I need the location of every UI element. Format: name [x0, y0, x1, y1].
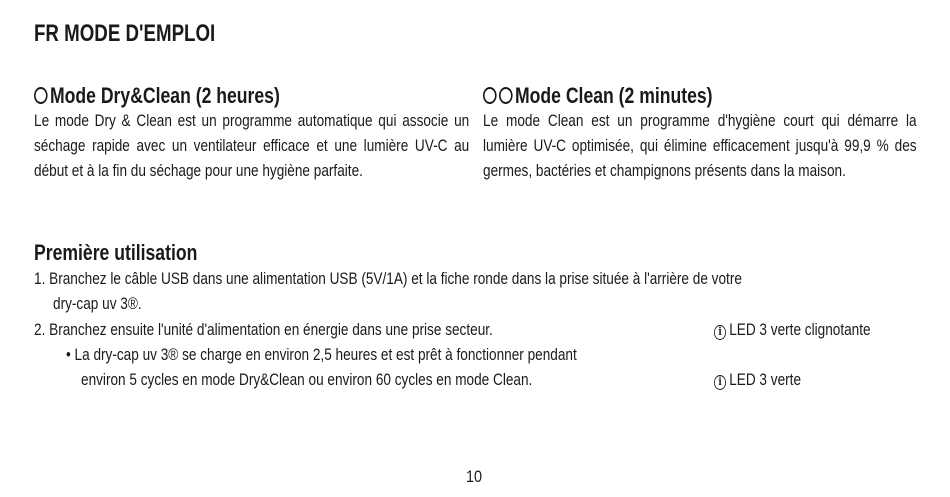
first-use-heading: Première utilisation: [34, 240, 198, 265]
dry-clean-description-block: [34, 108, 469, 183]
bullet-line-1: • La dry-cap uv 3® se charge en environ 2,5 heures et est prêt à fonctionner pendant: [66, 345, 577, 364]
clean-heading-text: Mode Clean (2 minutes): [515, 83, 713, 108]
dry-clean-description: Le mode Dry & Clean est un programme automatique qui associe un séchage rapide avec un ventilateur efficace et une lumière UV-C au début et à la fin du séchage pour une hygiène parfaite.: [34, 111, 470, 180]
page-number: 10: [466, 467, 483, 486]
step-1-line-1: 1. Branchez le câble USB dans une alimentation USB (5V/1A) et la fiche ronde dans la prise située à l'arrière de votre: [34, 269, 742, 288]
step-2: 2. Branchez ensuite l'unité d'alimentation en énergie dans une prise secteur.: [34, 320, 493, 339]
clean-heading: [483, 83, 713, 109]
info-led-blinking-text: LED 3 verte clignotante: [729, 320, 871, 339]
page-title: FR MODE D'EMPLOI: [34, 20, 216, 47]
bullet-line-2: environ 5 cycles en mode Dry&Clean ou environ 60 cycles en mode Clean.: [81, 370, 533, 389]
info-icon: i: [714, 325, 726, 340]
circle-icon: [34, 87, 48, 104]
info-icon: i: [714, 375, 726, 390]
dry-clean-heading: [34, 83, 280, 109]
circle-icon: [483, 87, 497, 104]
info-led-steady-text: LED 3 verte: [729, 370, 802, 389]
dry-clean-heading-text: Mode Dry&Clean (2 heures): [50, 83, 280, 108]
step-1-line-2: dry-cap uv 3®.: [53, 294, 142, 313]
circle-icon: [499, 87, 513, 104]
info-led-steady: [714, 370, 801, 390]
clean-description-block: [483, 108, 917, 183]
info-led-blinking: [714, 320, 871, 340]
clean-description: Le mode Clean est un programme d'hygiène court qui démarre la lumière UV-C optimisée, qui élimine efficacement jusqu'à 99,9 % des germes, bactéries et champignons présents dans la maison.: [483, 111, 917, 180]
